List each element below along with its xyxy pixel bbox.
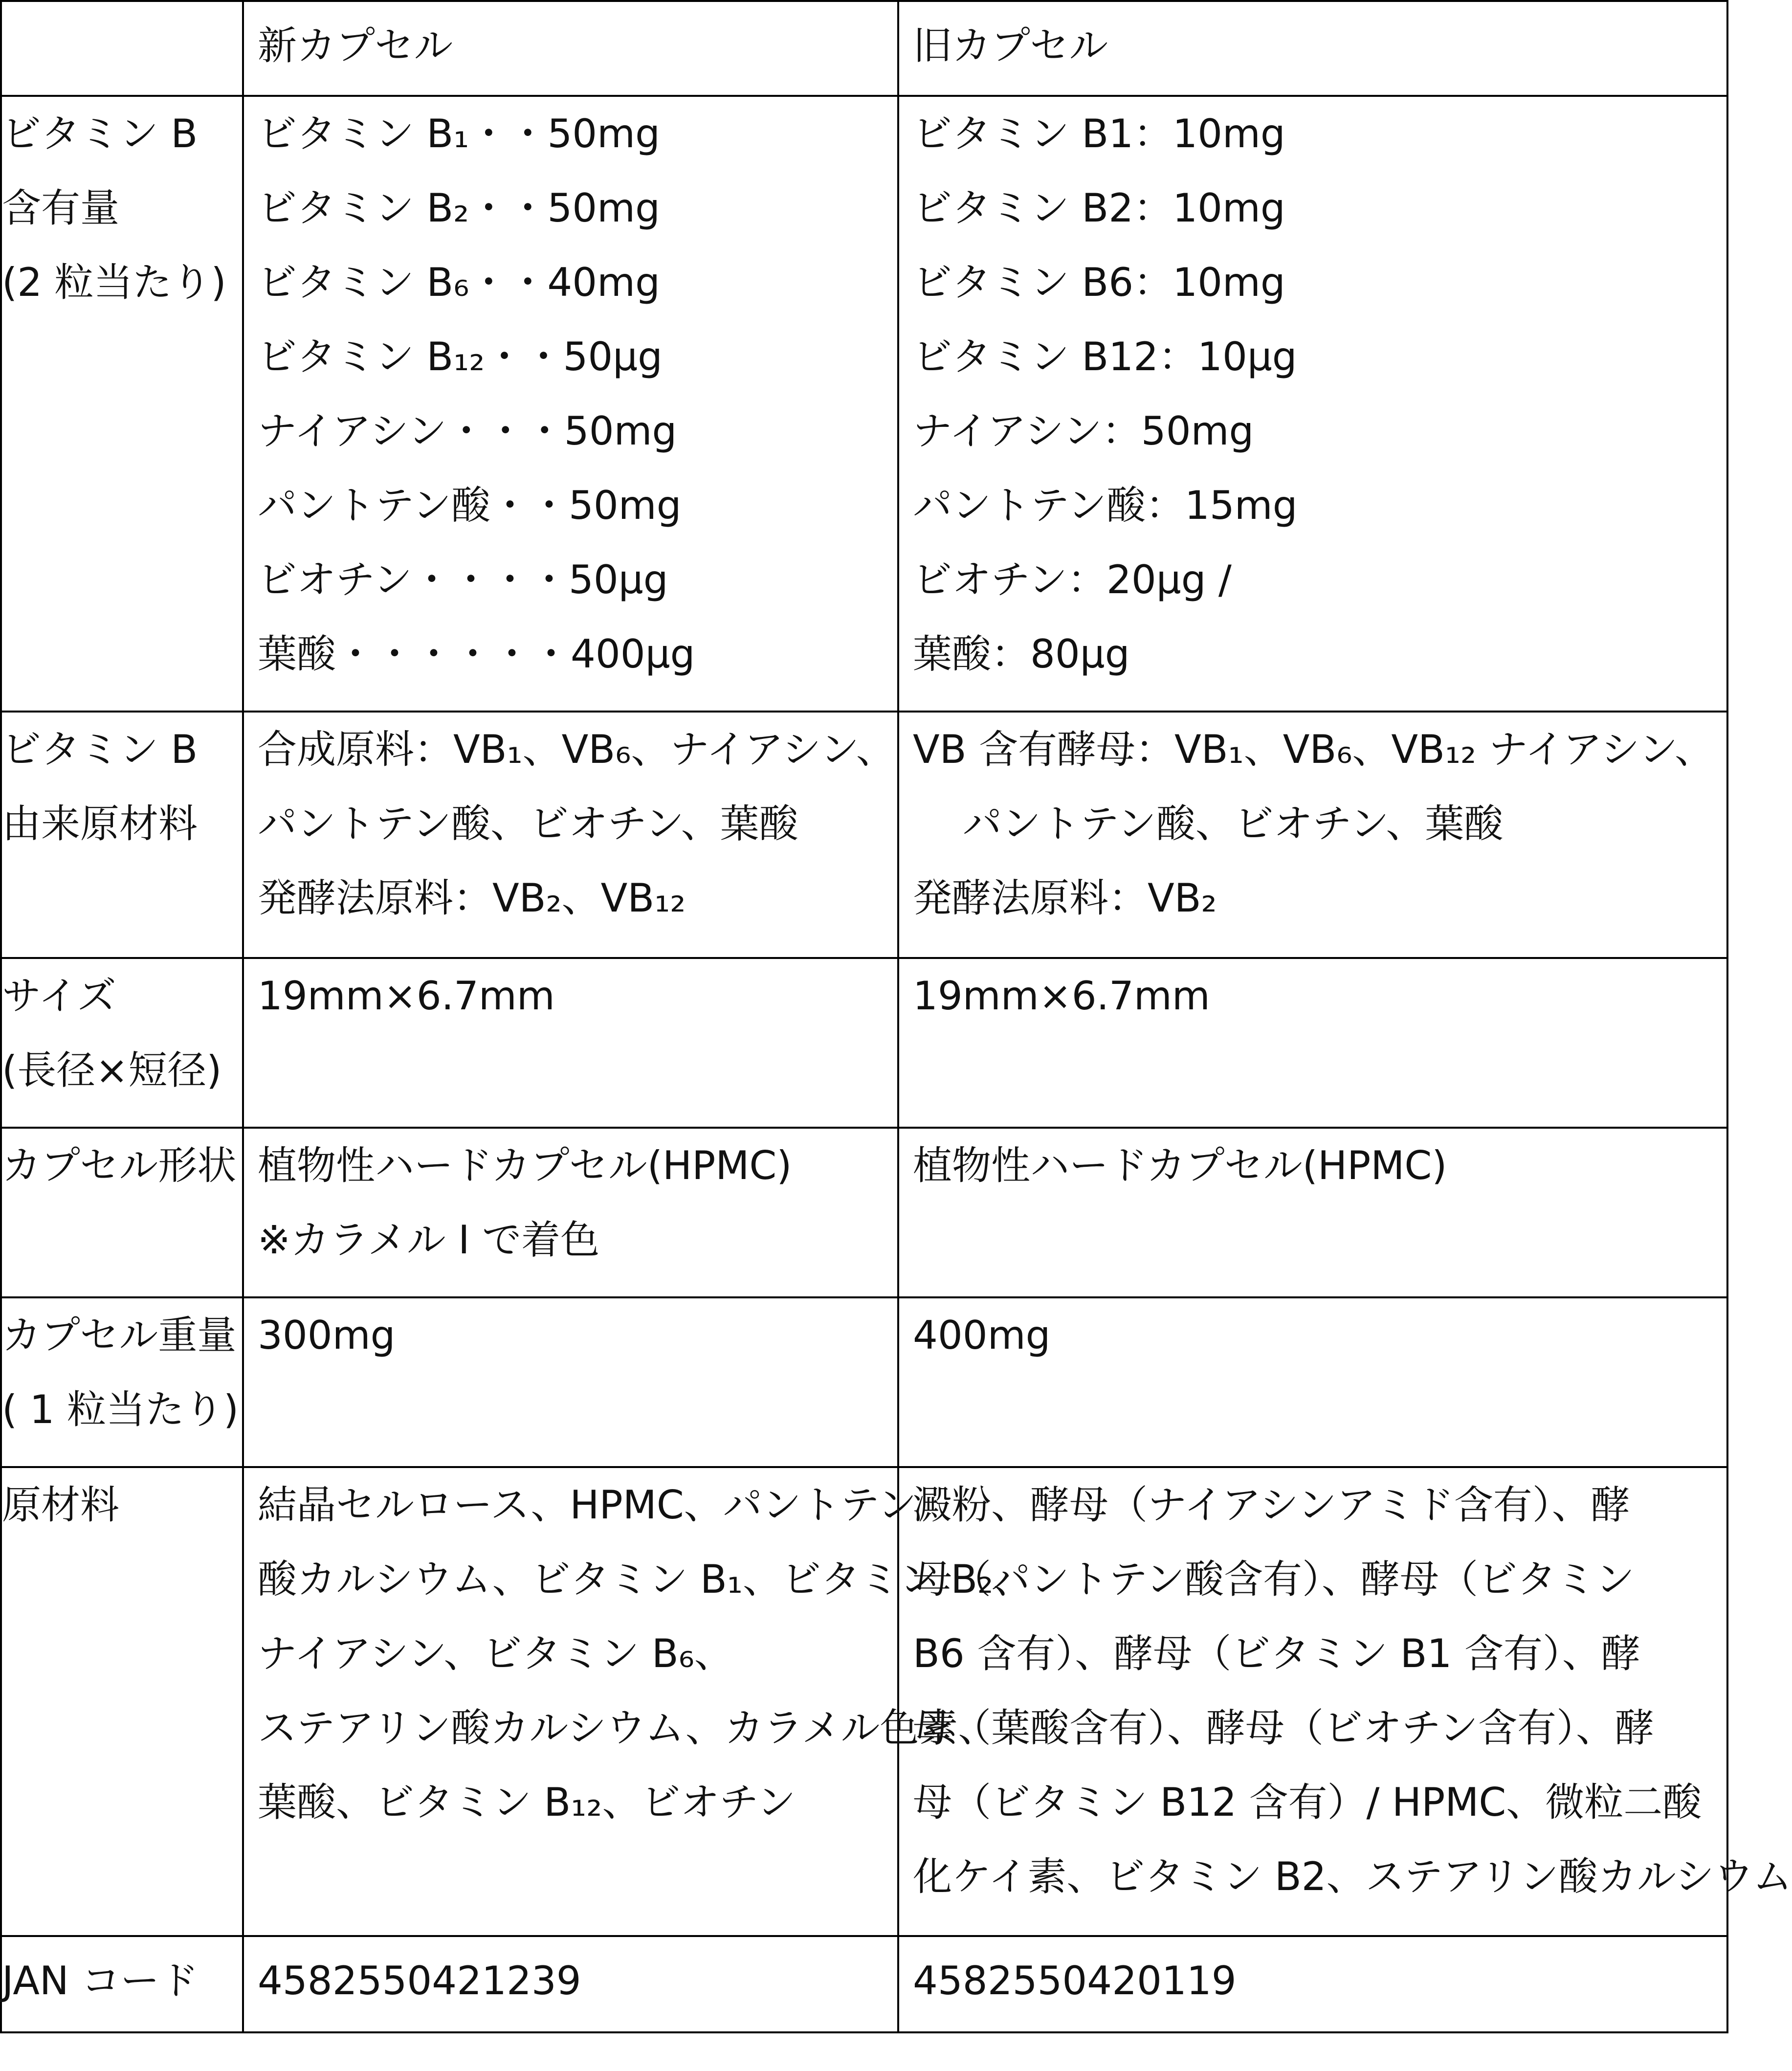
cell-new-jan-code: 4582550421239 (243, 1936, 898, 2032)
table-row (1, 958, 1727, 1128)
header-blank-cell (1, 1, 243, 96)
cell-new-vitamin-b-content: ビタミン B₁・・50mg ビタミン B₂・・50mg ビタミン B₆・・40mg ビタミン B₁₂・・50μg ナイアシン・・・50mg パントテン酸・・50mg ビオチン・・・・50μg 葉酸・・・・・・400μg (243, 96, 898, 712)
table-header-row (1, 1, 1727, 96)
table-row (1, 1467, 1727, 1936)
table-row (1, 1936, 1727, 2032)
cell-new-capsule-weight: 300mg (243, 1297, 898, 1467)
row-label-vitamin-b-content: ビタミン B 含有量 (2 粒当たり) (1, 96, 243, 712)
cell-old-vitamin-b-source: VB 含有酵母：VB₁、VB₆、VB₁₂ ナイアシン、 パントテン酸、ビオチン、葉酸 発酵法原料：VB₂ (898, 712, 1727, 958)
cell-new-ingredients: 結晶セルロース、HPMC、パントテン 酸カルシウム、ビタミン B₁、ビタミン B₂、 ナイアシン、ビタミン B₆、 ステアリン酸カルシウム、カラメル色素、 葉酸、ビタミン B₁₂、ビオチン (243, 1467, 898, 1936)
cell-old-ingredients: 澱粉、酵母（ナイアシンアミド含有）、酵 母（パントテン酸含有）、酵母（ビタミン B6 含有）、酵母（ビタミン B1 含有）、酵 母（葉酸含有）、酵母（ビオチン含有）、酵 母（ビタミン B12 含有）/ HPMC、微粒二酸 化ケイ素、ビタミン B2、ステアリン酸カルシウム (898, 1467, 1727, 1936)
table-row (1, 96, 1727, 712)
cell-old-capsule-shape: 植物性ハードカプセル(HPMC) (898, 1128, 1727, 1297)
row-label-ingredients: 原材料 (1, 1467, 243, 1936)
row-label-vitamin-b-source: ビタミン B 由来原材料 (1, 712, 243, 958)
header-old-capsule: 旧カプセル (898, 1, 1727, 96)
cell-old-jan-code: 4582550420119 (898, 1936, 1727, 2032)
cell-new-vitamin-b-source: 合成原料：VB₁、VB₆、ナイアシン、 パントテン酸、ビオチン、葉酸 発酵法原料：VB₂、VB₁₂ (243, 712, 898, 958)
cell-old-vitamin-b-content: ビタミン B1：10mg ビタミン B2：10mg ビタミン B6：10mg ビタミン B12：10μg ナイアシン：50mg パントテン酸：15mg ビオチン：20μg / 葉酸：80μg (898, 96, 1727, 712)
table-row (1, 712, 1727, 958)
cell-old-size: 19mm×6.7mm (898, 958, 1727, 1128)
cell-new-capsule-shape: 植物性ハードカプセル(HPMC) ※カラメル I で着色 (243, 1128, 898, 1297)
table-row (1, 1297, 1727, 1467)
cell-new-size: 19mm×6.7mm (243, 958, 898, 1128)
row-label-size: サイズ (長径×短径) (1, 958, 243, 1128)
row-label-jan-code: JAN コード (1, 1936, 243, 2032)
row-label-capsule-shape: カプセル形状 (1, 1128, 243, 1297)
header-new-capsule: 新カプセル (243, 1, 898, 96)
cell-old-capsule-weight: 400mg (898, 1297, 1727, 1467)
row-label-capsule-weight: カプセル重量 ( 1 粒当たり) (1, 1297, 243, 1467)
table-row (1, 1128, 1727, 1297)
